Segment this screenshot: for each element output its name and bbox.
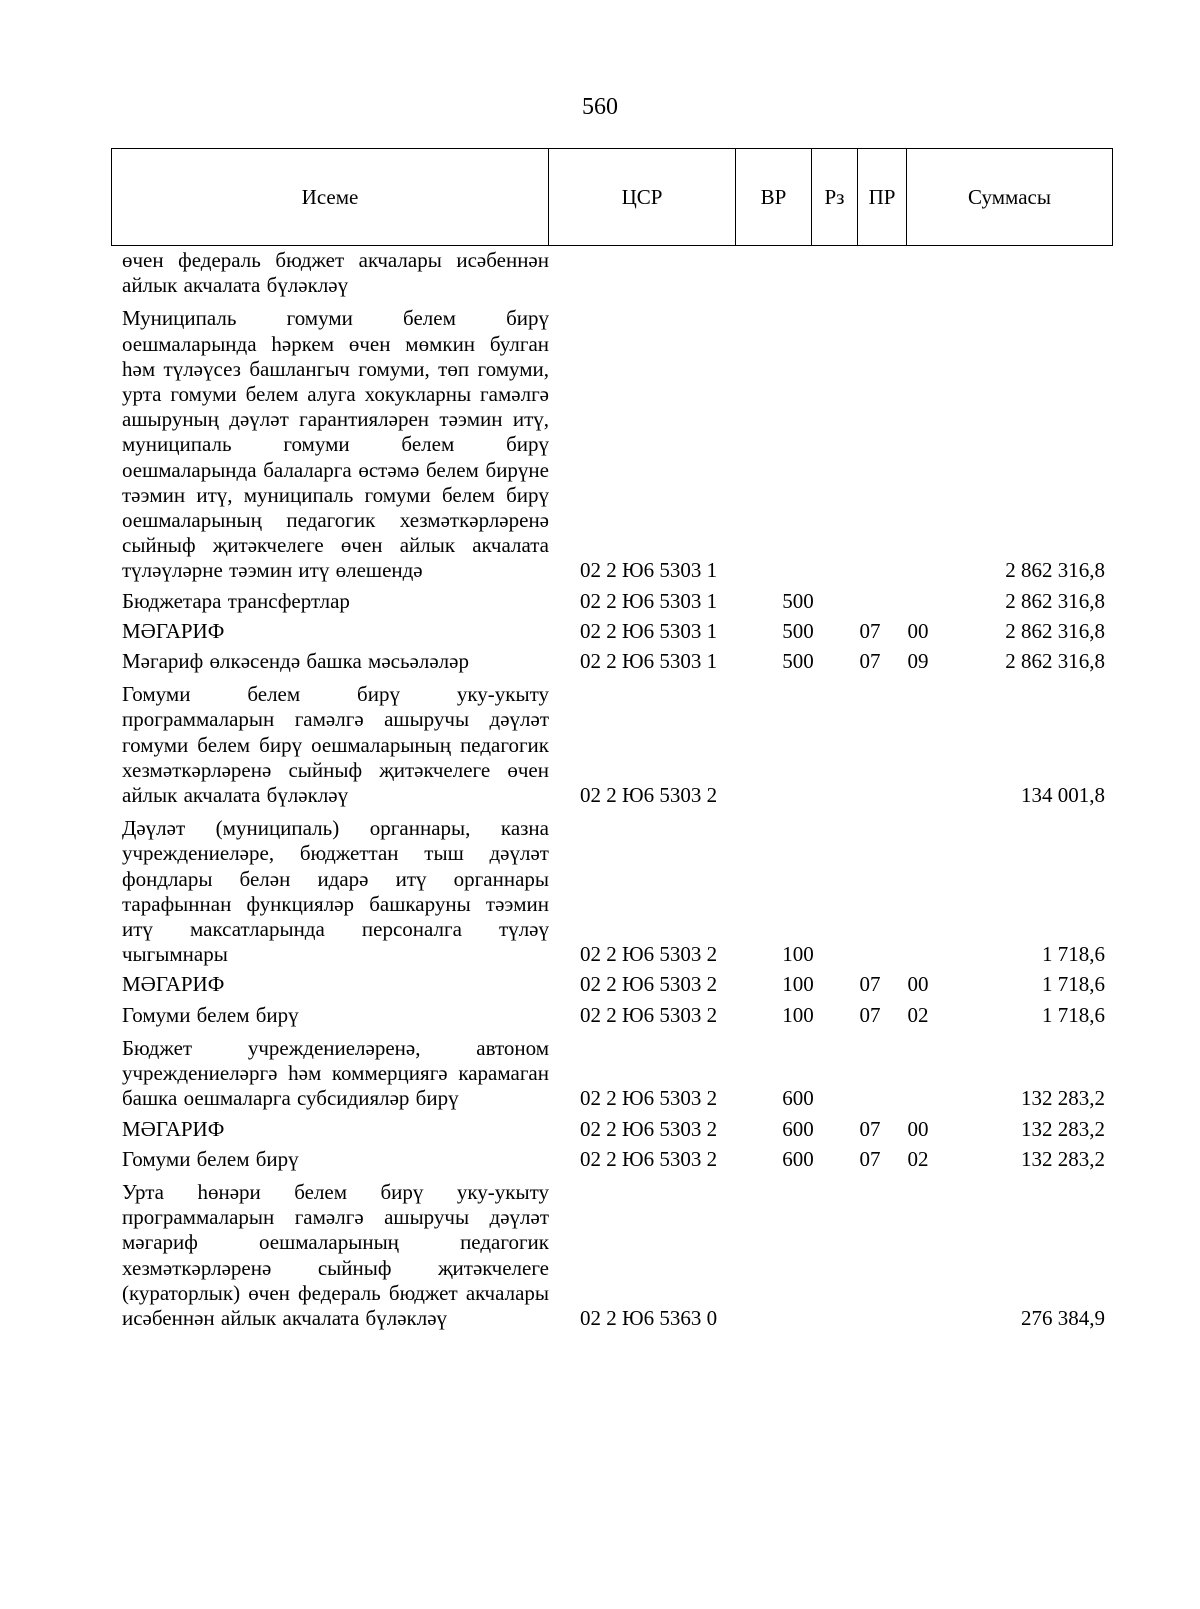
row-sum: 132 283,2 (1021, 1146, 1105, 1171)
row-sum: 132 283,2 (1021, 1116, 1105, 1141)
row-csr: 02 2 Ю6 5303 1 (580, 618, 718, 643)
row-sum: 132 283,2 (1021, 1086, 1105, 1111)
row-csr: 02 2 Ю6 5303 1 (580, 558, 718, 583)
table-header (111, 148, 1113, 246)
header-rz: Рз (812, 149, 858, 246)
table-body (122, 248, 1107, 1331)
table-row (122, 589, 1107, 614)
row-name: Муниципаль гомуми белем бирү оешмаларында һәркем өчен мөмкин булган һәм түләүсез башлангыч гомуми, төп гомуми, урта гомуми белем алуга хокукларны гамәлгә ашыруның дәүләт гарантияләрен тәэмин итү, муниципаль гомуми белем бирү оешмаларында балаларга өстәмә белем бирүне тәэмин итү, муниципаль гомуми белем бирү оешмаларының педагогик хезмәткәрләренә сыйныф җитәкчелеге өчен айлык акчалата түләүләрне тәэмин итү өлешендә (122, 306, 549, 583)
row-sum: 276 384,9 (1021, 1305, 1105, 1330)
row-name: МӘГАРИФ (122, 972, 225, 997)
row-csr: 02 2 Ю6 5303 2 (580, 942, 718, 967)
table-row (122, 1147, 1107, 1172)
row-name: Мәгариф өлкәсендә башка мәсьәләләр (122, 649, 469, 674)
row-pr: 09 (907, 649, 929, 674)
row-csr: 02 2 Ю6 5303 2 (580, 1002, 718, 1027)
table-row (122, 1117, 1107, 1142)
row-name: Дәүләт (муниципаль) органнары, казна учреждениеләре, бюджеттан тыш дәүләт фондлары белән идарә итү органнары тарафыннан функцияләр башкаруны тәэмин итү максатларында персоналга түләү чыгымнары (122, 816, 549, 967)
header-csr: ЦСР (549, 149, 736, 246)
row-sum: 1 718,6 (1042, 1002, 1105, 1027)
row-sum: 2 862 316,8 (1005, 558, 1105, 583)
row-vr: 500 (782, 618, 814, 643)
table-row (122, 972, 1107, 997)
row-csr: 02 2 Ю6 5303 2 (580, 1116, 718, 1141)
table-row (122, 1036, 1107, 1112)
row-name: МӘГАРИФ (122, 618, 225, 643)
table-row (122, 682, 1107, 808)
row-pr: 00 (907, 1116, 929, 1141)
row-csr: 02 2 Ю6 5303 2 (580, 783, 718, 808)
row-name: МӘГАРИФ (122, 1116, 225, 1141)
row-rz: 07 (859, 1002, 881, 1027)
header-name: Исеме (112, 149, 549, 246)
row-name: Бюджет учреждениеләренә, автоном учреждениеләргә һәм коммерциягә карамаган башка оешмаларга субсидияләр бирү (122, 1035, 549, 1111)
row-csr: 02 2 Ю6 5303 2 (580, 1086, 718, 1111)
table-row (122, 248, 1107, 298)
header-pr: ПР (858, 149, 907, 246)
row-name: Гомуми белем бирү (122, 1002, 299, 1027)
row-csr: 02 2 Ю6 5303 2 (580, 972, 718, 997)
row-csr: 02 2 Ю6 5303 1 (580, 649, 718, 674)
row-pr: 02 (907, 1146, 929, 1171)
row-sum: 1 718,6 (1042, 972, 1105, 997)
row-rz: 07 (859, 649, 881, 674)
row-sum: 2 862 316,8 (1005, 588, 1105, 613)
row-csr: 02 2 Ю6 5303 2 (580, 1146, 718, 1171)
table-row (122, 1003, 1107, 1028)
row-sum: 2 862 316,8 (1005, 649, 1105, 674)
row-pr: 02 (907, 1002, 929, 1027)
row-name: Гомуми белем бирү уку-укыту программаларын гамәлгә ашыручы дәүләт гомуми белем бирү оешмаларының педагогик хезмәткәрләренә сыйныф җитәкчелеге өчен айлык акчалата бүләкләү (122, 682, 549, 808)
row-pr: 00 (907, 618, 929, 643)
row-vr: 600 (782, 1116, 814, 1141)
row-name: өчен федераль бюджет акчалары исәбеннән айлык акчалата бүләкләү (122, 248, 549, 298)
table-row (122, 1180, 1107, 1331)
table-row (122, 816, 1107, 967)
row-name: Бюджетара трансфертлар (122, 588, 350, 613)
row-name: Урта һөнәри белем бирү уку-укыту программаларын гамәлгә ашыручы дәүләт мәгариф оешмаларының педагогик хезмәткәрләренә сыйныф җитәкчелеге (кураторлык) өчен федераль бюджет акчалары исәбеннән айлык акчалата бүләкләү (122, 1179, 549, 1330)
table-row (122, 649, 1107, 674)
page-number: 560 (582, 94, 618, 120)
header-sum: Суммасы (907, 149, 1113, 246)
row-csr: 02 2 Ю6 5363 0 (580, 1305, 718, 1330)
row-rz: 07 (859, 618, 881, 643)
row-rz: 07 (859, 972, 881, 997)
row-csr: 02 2 Ю6 5303 1 (580, 588, 718, 613)
row-name: Гомуми белем бирү (122, 1146, 299, 1171)
table-row (122, 619, 1107, 644)
row-sum: 2 862 316,8 (1005, 618, 1105, 643)
row-rz: 07 (859, 1116, 881, 1141)
row-pr: 00 (907, 972, 929, 997)
row-vr: 500 (782, 649, 814, 674)
row-sum: 1 718,6 (1042, 942, 1105, 967)
row-vr: 100 (782, 942, 814, 967)
table-row (122, 306, 1107, 583)
row-vr: 500 (782, 588, 814, 613)
row-sum: 134 001,8 (1021, 783, 1105, 808)
row-vr: 600 (782, 1146, 814, 1171)
row-vr: 100 (782, 1002, 814, 1027)
row-vr: 600 (782, 1086, 814, 1111)
row-rz: 07 (859, 1146, 881, 1171)
header-vr: ВР (736, 149, 812, 246)
row-vr: 100 (782, 972, 814, 997)
